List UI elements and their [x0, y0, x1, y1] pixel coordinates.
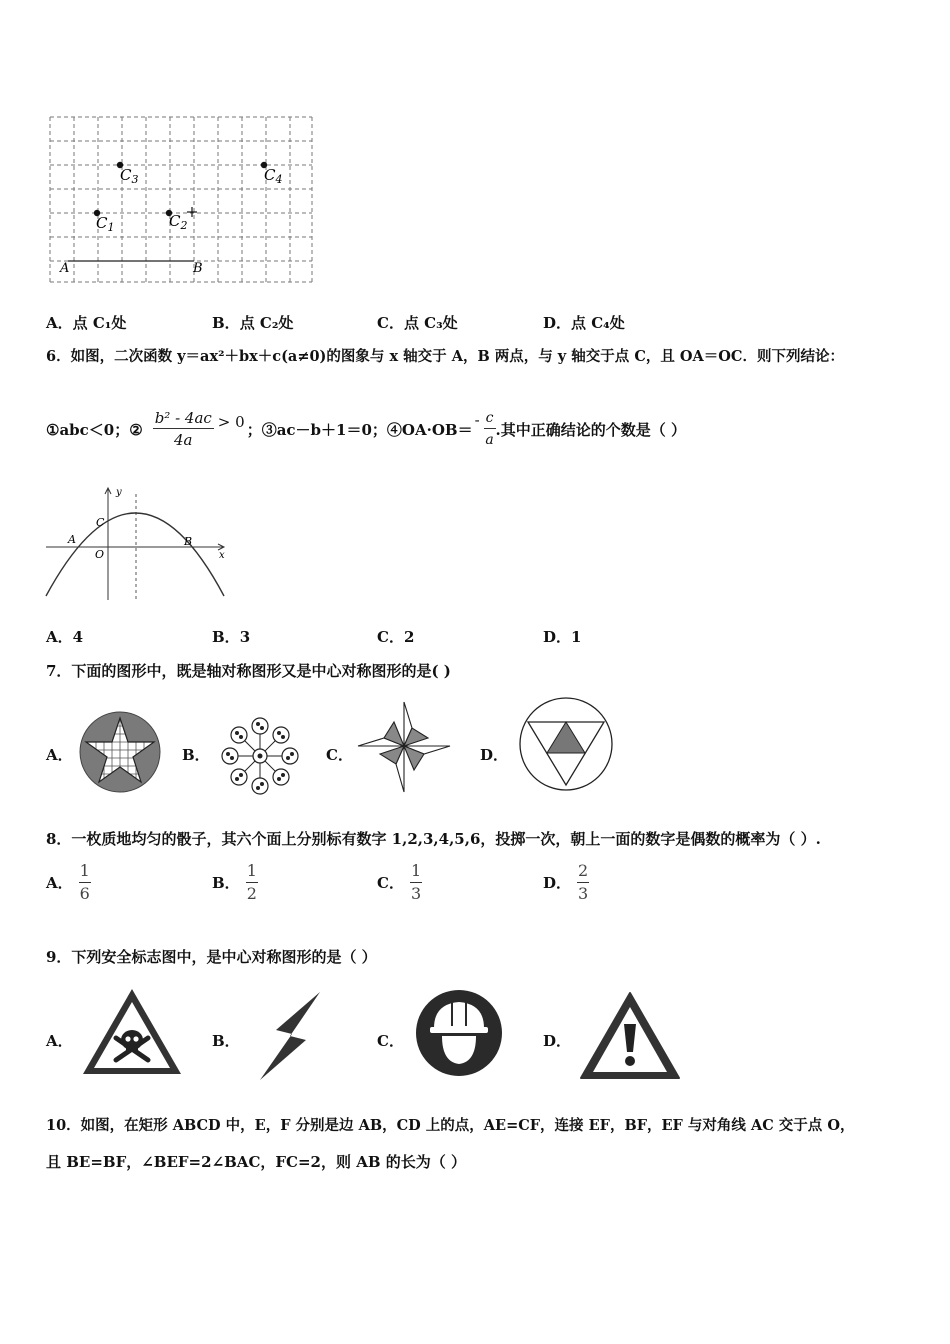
- toxic-warning-sign: [80, 986, 184, 1078]
- flower-circles-figure: [218, 716, 302, 796]
- q7-option-d[interactable]: D．: [480, 746, 509, 764]
- fraction: $\frac{1}{3}$: [410, 861, 422, 903]
- q8-option-d[interactable]: D． $\frac{2}{3}$: [543, 861, 589, 903]
- q6-fraction-discriminant: $\frac{\text{b² - 4ac}}{4a}$: [154, 409, 212, 449]
- q10-stem-line1: 10．如图，在矩形 ABCD 中，E，F 分别是边 AB，CD 上的点，AE=CF，连接 EF，BF，EF 与对角线 AC 交于点 O，: [46, 1117, 855, 1134]
- point-label-o: O: [95, 548, 105, 561]
- exclamation-warning-sign: [578, 990, 682, 1082]
- point-label-b: B: [184, 535, 193, 548]
- axis-label-x: x: [219, 550, 225, 561]
- point-label-c1: $C_1$: [96, 214, 115, 234]
- q5-option-a[interactable]: A．点 C₁处: [46, 314, 127, 332]
- q6-stem: 6．如图，二次函数 y＝ax²＋bx＋c(a≠0)的图象与 x 轴交于 A，B 两点，与 y 轴交于点 C，且 OA＝OC．则下列结论：: [46, 348, 844, 365]
- q6-option-b[interactable]: B．3: [212, 628, 251, 646]
- q6-option-a[interactable]: A．4: [46, 628, 84, 646]
- q6-fraction-c-over-a: $\frac{c}{a}$: [485, 410, 494, 448]
- q9-option-a[interactable]: A．: [46, 1032, 73, 1050]
- grid-figure: [46, 114, 316, 286]
- parabola-graph: [44, 484, 234, 604]
- endpoint-label-b: B: [193, 261, 203, 276]
- q6-option-d[interactable]: D．1: [543, 628, 582, 646]
- lightning-bolt-sign: [256, 990, 324, 1082]
- q5-option-d[interactable]: D．点 C₄处: [543, 314, 625, 332]
- q8-option-c[interactable]: C． $\frac{1}{3}$: [377, 861, 422, 903]
- q6-option-c[interactable]: C．2: [377, 628, 415, 646]
- q8-option-b[interactable]: B． $\frac{1}{2}$: [212, 861, 257, 903]
- fraction: $\frac{1}{6}$: [79, 861, 90, 903]
- q9-option-b[interactable]: B．: [212, 1032, 240, 1050]
- point-label-c2: $C_2$: [169, 212, 188, 232]
- q10-stem-line2: 且 BE=BF，∠BEF=2∠BAC，FC=2，则 AB 的长为（ ）: [46, 1153, 466, 1171]
- q8-option-a[interactable]: A． $\frac{1}{6}$: [46, 861, 90, 903]
- q9-stem: 9．下列安全标志图中，是中心对称图形的是（ ）: [46, 948, 377, 966]
- star-circle-figure: [78, 710, 162, 794]
- point-label-c: C: [96, 516, 105, 529]
- point-label-c3: $C_3$: [120, 166, 139, 186]
- q7-option-a[interactable]: A．: [46, 746, 73, 764]
- safety-helmet-sign: [414, 988, 504, 1078]
- triangle-circle-figure: [516, 696, 616, 792]
- q5-option-b[interactable]: B．点 C₂处: [212, 314, 294, 332]
- q9-option-c[interactable]: C．: [377, 1032, 404, 1050]
- fraction: $\frac{2}{3}$: [578, 861, 589, 903]
- q7-stem: 7．下面的图形中，既是轴对称图形又是中心对称图形的是( ): [46, 662, 451, 680]
- q9-option-d[interactable]: D．: [543, 1032, 572, 1050]
- q7-option-b[interactable]: B．: [182, 746, 210, 764]
- fraction: $\frac{1}{2}$: [246, 861, 257, 903]
- point-label-a: A: [68, 533, 76, 546]
- pinwheel-figure: [352, 698, 456, 798]
- endpoint-label-a: A: [60, 261, 70, 276]
- q8-stem: 8．一枚质地均匀的骰子，其六个面上分别标有数字 1,2,3,4,5,6，投掷一次，朝上一面的数字是偶数的概率为（ ）.: [46, 830, 821, 848]
- q7-option-c[interactable]: C．: [326, 746, 353, 764]
- axis-label-y: y: [116, 487, 122, 498]
- q6-conclusions: ①abc＜0；② $\frac{\text{b² - 4ac}}{4a}$ > 0 ；③ac－b＋1＝0；④OA·OB＝ - $\frac{c}{a}$ .其中正确结论的个数是（ ）: [46, 409, 686, 449]
- q5-option-c[interactable]: C．点 C₃处: [377, 314, 458, 332]
- point-label-c4: $C_4$: [264, 166, 283, 186]
